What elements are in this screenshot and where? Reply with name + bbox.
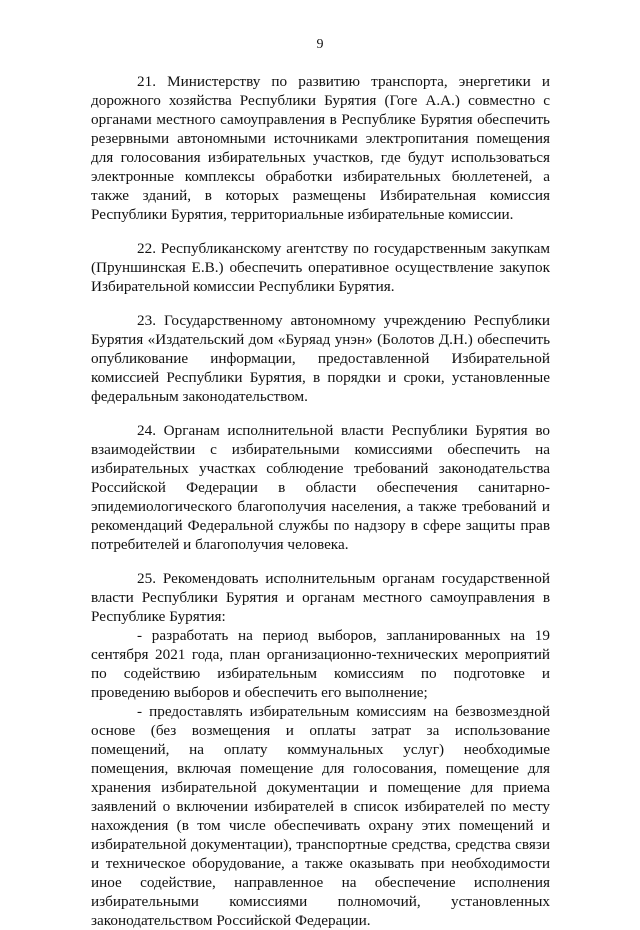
document-body [91, 72, 550, 930]
page-number: 9 [316, 37, 324, 52]
paragraph-21: 21. Министерству по развитию транспорта, энергетики и дорожного хозяйства Республики Бурятия (Гоге А.А.) совместно с органами местного самоуправления в Республике Бурятия обеспечить резервными автономными источниками электропитания помещения для голосования избирательных участков, где будут использоваться электронные комплексы обработки избирательных бюллетеней, а также зданий, в которых размещены Избирательная комиссия Республики Бурятия, территориальные избирательные комиссии. [91, 73, 550, 223]
paragraph-24: 24. Органам исполнительной власти Республики Бурятия во взаимодействии с избирательными комиссиями обеспечить на избирательных участках соблюдение требований законодательства Российской Федерации в области обеспечения санитарно-эпидемиологического благополучия населения, а также требований и рекомендаций Федеральной службы по надзору в сфере защиты прав потребителей и благополучия человека. [91, 422, 550, 553]
paragraph-25-item-2: - предоставлять избирательным комиссиям на безвозмездной основе (без возмещения и оплаты затрат за использование помещений, на оплату коммунальных услуг) необходимые помещения, включая помещение для голосования, помещение для хранения избирательной документации и помещение для приема заявлений о включении избирателей в список избирателей по месту нахождения (в том числе обеспечивать охрану этих помещений и избирательной документации), транспортные средства, средства связи и техническое оборудование, а также оказывать при необходимости иное содействие, направленное на обеспечение исполнения избирательными комиссиями полномочий, установленных законодательством Российской Федерации. [91, 703, 550, 929]
paragraph-25-item-1: - разработать на период выборов, запланированных на 19 сентября 2021 года, план организационно-технических мероприятий по содействию избирательным комиссиям по подготовке и проведению выборов и обеспечить его выполнение; [91, 627, 550, 701]
paragraph-25: 25. Рекомендовать исполнительным органам государственной власти Республики Бурятия и органам местного самоуправления в Республике Бурятия: [91, 570, 550, 625]
paragraph-22: 22. Республиканскому агентству по государственным закупкам (Пруншинская Е.В.) обеспечить оперативное осуществление закупок Избирательной комиссии Республики Бурятия. [91, 240, 550, 295]
paragraph-23: 23. Государственному автономному учреждению Республики Бурятия «Издательский дом «Буряад унэн» (Болотов Д.Н.) обеспечить опубликование информации, предоставленной Избирательной комиссией Республики Бурятия, в порядки и сроки, установленные федеральным законодательством. [91, 312, 550, 405]
